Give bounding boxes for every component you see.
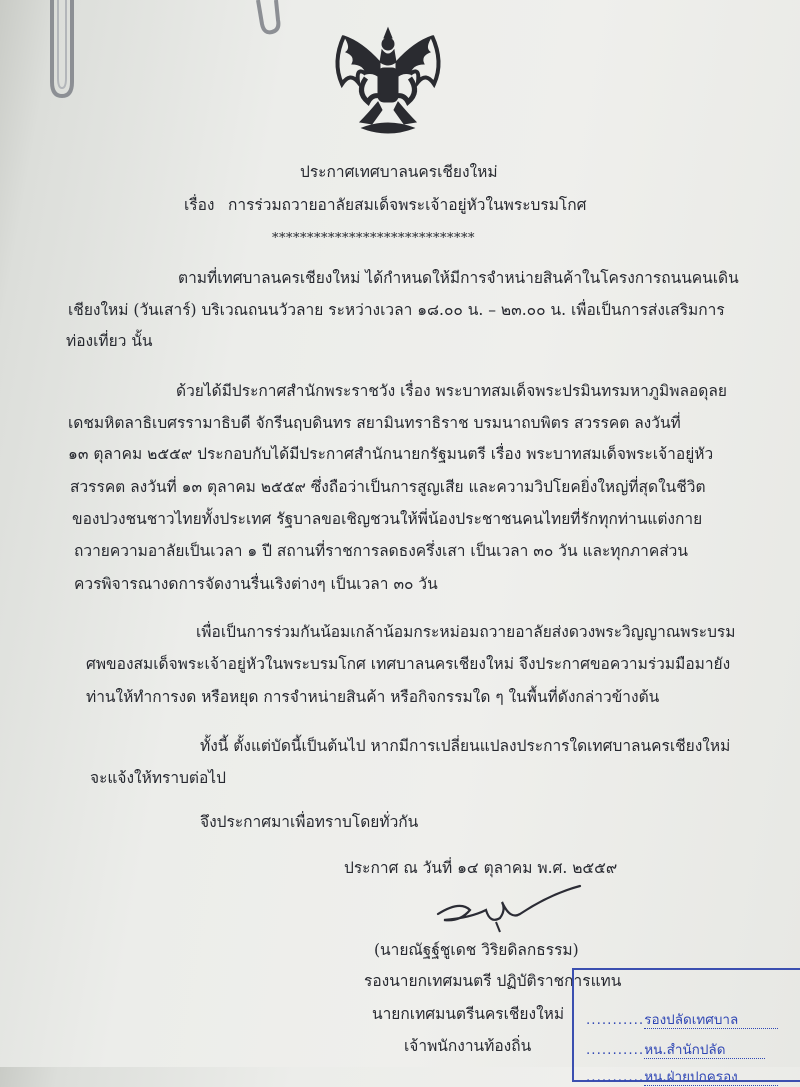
paper-clip-left [40, 0, 80, 100]
paragraph-4-line-2: จะแจ้งให้ทราบต่อไป [90, 769, 226, 787]
paragraph-2-line-4: สวรรคต ลงวันที่ ๑๓ ตุลาคม ๒๕๕๙ ซึ่งถือว่าเป็นการสูญเสีย และความวิปโยคยิ่งใหญ่ที่สุดในชีวิต [70, 478, 706, 496]
stamp-row-1-label: รองปลัดเทศบาล [644, 1012, 778, 1029]
signature-graphic [430, 880, 590, 940]
announcement-date: ประกาศ ณ วันที่ ๑๔ ตุลาคม พ.ศ. ๒๕๕๙ [344, 859, 618, 877]
signatory-position-3: เจ้าพนักงานท้องถิ่น [404, 1037, 532, 1055]
stamp-row-2-label: หน.สำนักปลัด [644, 1042, 765, 1059]
paragraph-2-line-2: เดชมหิตลาธิเบศรรามาธิบดี จักรีนฤบดินทร สยามินทราธิราช บรมนาถบพิตร สวรรคต ลงวันที่ [68, 414, 681, 432]
paragraph-3-line-3: ท่านให้ทำการงด หรือหยุด การจำหน่ายสินค้า หรือกิจกรรมใด ๆ ในพื้นที่ดังกล่าวข้างต้น [86, 688, 660, 706]
paragraph-2-line-5: ของปวงชนชาวไทยทั้งประเทศ รัฐบาลขอเชิญชวนให้พี่น้องประชาชนคนไทยที่รักทุกท่านแต่งกาย [72, 510, 703, 528]
paper-clip-right [252, 0, 288, 40]
paragraph-1-line-1: ตามที่เทศบาลนครเชียงใหม่ ได้กำหนดให้มีการจำหน่ายสินค้าในโครงการถนนคนเดิน [178, 269, 739, 287]
paragraph-1-line-2: เชียงใหม่ (วันเสาร์) บริเวณถนนวัวลาย ระหว่างเวลา ๑๘.๐๐ น. – ๒๓.๐๐ น. เพื่อเป็นการส่งเสริมการ [68, 301, 725, 319]
paragraph-3-line-2: ศพของสมเด็จพระเจ้าอยู่หัวในพระบรมโกศ เทศบาลนครเชียงใหม่ จึงประกาศขอความร่วมมือมายัง [86, 655, 731, 673]
paragraph-2-line-6: ถวายความอาลัยเป็นเวลา ๑ ปี สถานที่ราชการลดธงครึ่งเสา เป็นเวลา ๓๐ วัน และทุกภาคส่วน [74, 542, 688, 560]
subject-label: เรื่อง [184, 196, 215, 214]
stamp-row-2 [586, 1038, 765, 1060]
paragraph-2-line-1: ด้วยได้มีประกาศสำนักพระราชวัง เรื่อง พระบาทสมเด็จพระปรมินทรมหาภูมิพลอดุลย [176, 382, 727, 400]
paragraph-4-line-1: ทั้งนี้ ตั้งแต่บัดนี้เป็นต้นไป หากมีการเปลี่ยนแปลงประการใดเทศบาลนครเชียงใหม่ [200, 737, 731, 755]
signatory-name: (นายณัฐฐ์ชูเดช วิริยดิลกธรรม) [374, 941, 579, 959]
signatory-position-1: รองนายกเทศมนตรี ปฏิบัติราชการแทน [364, 972, 622, 990]
paragraph-2-line-3: ๑๓ ตุลาคม ๒๕๕๙ ประกอบกับได้มีประกาศสำนักนายกรัฐมนตรี เรื่อง พระบาทสมเด็จพระเจ้าอยู่หัว [68, 445, 714, 463]
stamp-row-1-leader: ........... [586, 1012, 645, 1028]
signatory-position-2: นายกเทศมนตรีนครเชียงใหม่ [372, 1005, 565, 1023]
stamp-row-3-label: หน.ฝ่ายปกครอง [644, 1069, 778, 1086]
paragraph-3-line-1: เพื่อเป็นการร่วมกันน้อมเกล้าน้อมกระหม่อมถวายอาลัยส่งดวงพระวิญญาณพระบรม [196, 623, 736, 641]
paragraph-2-line-7: ควรพิจารณางดการจัดงานรื่นเริงต่างๆ เป็นเวลา ๓๐ วัน [74, 575, 438, 593]
closing-statement: จึงประกาศมาเพื่อทราบโดยทั่วกัน [200, 813, 419, 831]
stamp-row-2-leader: ........... [586, 1042, 645, 1058]
separator: ***************************** [272, 231, 475, 246]
stamp-row-3 [586, 1065, 778, 1087]
stamp-row-1 [586, 1008, 778, 1030]
page-title: ประกาศเทศบาลนครเชียงใหม่ [300, 163, 498, 181]
paragraph-1-line-3: ท่องเที่ยว นั้น [66, 332, 153, 350]
garuda-emblem-icon [322, 22, 454, 140]
subject-text: การร่วมถวายอาลัยสมเด็จพระเจ้าอยู่หัวในพระบรมโกศ [228, 196, 587, 214]
routing-stamp [572, 968, 800, 1085]
stamp-row-3-leader: ........... [586, 1069, 645, 1085]
